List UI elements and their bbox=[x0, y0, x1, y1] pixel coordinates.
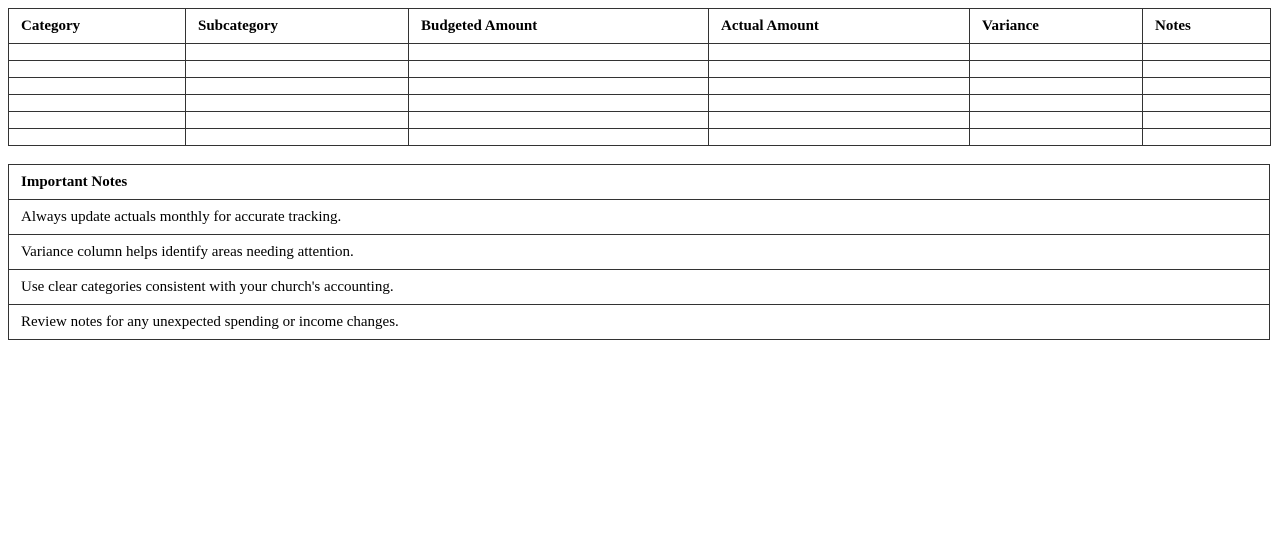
table-cell[interactable] bbox=[9, 61, 186, 78]
table-cell[interactable] bbox=[409, 78, 709, 95]
table-cell[interactable] bbox=[1143, 61, 1271, 78]
important-notes-table bbox=[8, 164, 1270, 340]
table-cell[interactable] bbox=[186, 95, 409, 112]
table-cell[interactable] bbox=[709, 129, 970, 146]
note-row bbox=[9, 270, 1270, 305]
table-cell[interactable] bbox=[970, 61, 1143, 78]
table-cell[interactable] bbox=[970, 95, 1143, 112]
note-item: Always update actuals monthly for accurate tracking. bbox=[9, 200, 1270, 235]
table-cell[interactable] bbox=[709, 78, 970, 95]
table-row bbox=[9, 44, 1271, 61]
note-item: Review notes for any unexpected spending or income changes. bbox=[9, 305, 1270, 340]
note-row bbox=[9, 235, 1270, 270]
header-row bbox=[9, 9, 1271, 44]
column-header-variance: Variance bbox=[970, 9, 1143, 44]
column-header-category: Category bbox=[9, 9, 186, 44]
table-cell[interactable] bbox=[9, 78, 186, 95]
table-cell[interactable] bbox=[409, 95, 709, 112]
table-cell[interactable] bbox=[1143, 78, 1271, 95]
table-cell[interactable] bbox=[409, 112, 709, 129]
column-header-notes: Notes bbox=[1143, 9, 1271, 44]
table-cell[interactable] bbox=[186, 78, 409, 95]
table-cell[interactable] bbox=[709, 112, 970, 129]
note-item: Use clear categories consistent with your church's accounting. bbox=[9, 270, 1270, 305]
table-cell[interactable] bbox=[186, 129, 409, 146]
note-row bbox=[9, 200, 1270, 235]
note-item: Variance column helps identify areas needing attention. bbox=[9, 235, 1270, 270]
table-cell[interactable] bbox=[709, 95, 970, 112]
note-row bbox=[9, 305, 1270, 340]
table-cell[interactable] bbox=[1143, 44, 1271, 61]
notes-title: Important Notes bbox=[9, 165, 1270, 200]
table-cell[interactable] bbox=[9, 95, 186, 112]
budget-table bbox=[8, 8, 1271, 146]
notes-header-row bbox=[9, 165, 1270, 200]
table-row bbox=[9, 61, 1271, 78]
table-cell[interactable] bbox=[409, 44, 709, 61]
column-header-subcategory: Subcategory bbox=[186, 9, 409, 44]
table-row bbox=[9, 95, 1271, 112]
table-cell[interactable] bbox=[186, 112, 409, 129]
table-cell[interactable] bbox=[709, 61, 970, 78]
table-cell[interactable] bbox=[9, 129, 186, 146]
table-cell[interactable] bbox=[1143, 112, 1271, 129]
table-cell[interactable] bbox=[186, 44, 409, 61]
table-row bbox=[9, 112, 1271, 129]
table-cell[interactable] bbox=[409, 61, 709, 78]
table-cell[interactable] bbox=[970, 78, 1143, 95]
table-cell[interactable] bbox=[9, 44, 186, 61]
table-cell[interactable] bbox=[970, 129, 1143, 146]
table-cell[interactable] bbox=[1143, 95, 1271, 112]
table-cell[interactable] bbox=[709, 44, 970, 61]
table-cell[interactable] bbox=[409, 129, 709, 146]
table-row bbox=[9, 78, 1271, 95]
table-cell[interactable] bbox=[186, 61, 409, 78]
table-cell[interactable] bbox=[9, 112, 186, 129]
table-cell[interactable] bbox=[1143, 129, 1271, 146]
column-header-actual-amount: Actual Amount bbox=[709, 9, 970, 44]
table-cell[interactable] bbox=[970, 112, 1143, 129]
column-header-budgeted-amount: Budgeted Amount bbox=[409, 9, 709, 44]
table-row bbox=[9, 129, 1271, 146]
table-cell[interactable] bbox=[970, 44, 1143, 61]
